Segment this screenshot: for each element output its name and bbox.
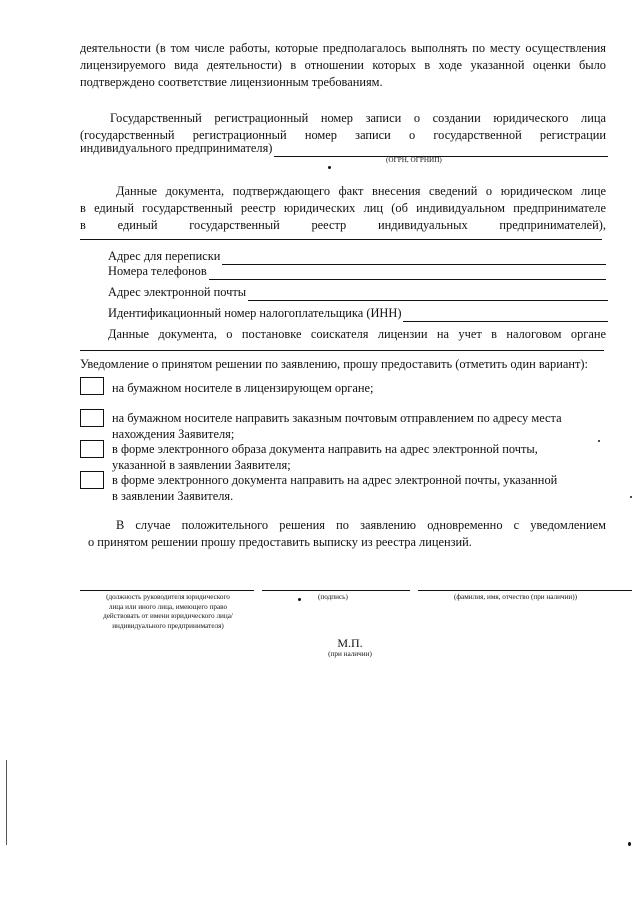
position-caption-line: действовать от имени юридического лица/ [103,612,233,620]
option-paper-mail-label-2: нахождения Заявителя; [112,427,235,441]
option-electronic-doc-label-1: в форме электронного документа направить на адрес электронной почты, указанной [112,473,558,487]
reg-number-line-2: (государственный регистрационный номер записи о государственной регистрации [80,128,606,142]
address-label: Адрес для переписки [108,249,221,263]
reg-number-line-1: Государственный регистрационный номер записи о создании юридического лица [110,111,606,125]
tax-doc-label: Данные документа, о постановке соискателя лицензии на учет в налоговом органе [108,327,606,341]
position-input-line[interactable] [80,590,254,591]
scan-dot [598,440,600,442]
name-input-line[interactable] [418,590,632,591]
phones-row [108,263,606,280]
scan-margin-line [6,760,7,845]
email-input-line[interactable] [248,288,608,301]
option-paper-mail-checkbox[interactable] [80,409,104,427]
email-label: Адрес электронной почты [108,285,247,299]
option-paper-mail-label-1: на бумажном носителе направить заказным почтовым отправлением по адресу места [112,411,562,425]
scan-dot [328,166,331,169]
reg-number-line-3 [80,140,608,157]
ogrn-caption: (ОГРН, ОГРНИП) [386,156,442,164]
phones-input-line[interactable] [209,267,606,280]
scan-dot [628,842,631,846]
option-electronic-image-checkbox[interactable] [80,440,104,458]
name-caption: (фамилия, имя, отчество (при наличии)) [454,593,578,601]
option-paper-office-label: на бумажном носителе в лицензирующем органе; [112,381,374,395]
option-electronic-image-label-2: указанной в заявлении Заявителя; [112,458,291,472]
inn-row [108,305,608,322]
scan-dot [630,496,632,498]
registry-doc-line-3: в единый государственный реестр индивидуальных предпринимателей), [80,218,606,232]
reg-number-label: индивидуального предпринимателя) [80,141,273,155]
option-electronic-image-label-1: в форме электронного образа документа направить на адрес электронной почты, [112,442,538,456]
inn-input-line[interactable] [403,309,608,322]
tax-doc-input-line[interactable] [80,350,604,351]
option-electronic-doc-label-2: в заявлении Заявителя. [112,489,234,503]
notification-heading: Уведомление о принятом решении по заявлению, прошу предоставить (отметить один вариант): [80,357,588,371]
inn-label: Идентификационный номер налогоплательщика (ИНН) [108,306,402,320]
position-caption-line: лица или иного лица, имеющего право [108,602,228,611]
stamp-caption: (при наличии) [328,650,372,658]
position-caption-line: индивидуального предпринимателя) [112,621,224,630]
registry-doc-line-2: в единый государственный реестр юридических лиц (об индивидуальном предпринимателе [80,201,606,215]
position-caption-line: (должность руководителя юридического [106,593,230,601]
phones-label: Номера телефонов [108,264,207,278]
intro-line-1: деятельности (в том числе работы, которые предполагалось выполнять по месту осуществления [80,41,606,55]
intro-line-2: лицензируемого вида деятельности) в отношении которых в ходе указанной оценки было [80,58,606,72]
position-caption [82,593,254,631]
option-electronic-doc-checkbox[interactable] [80,471,104,489]
option-paper-office-checkbox[interactable] [80,377,104,395]
registry-doc-line-1: Данные документа, подтверждающего факт внесения сведений о юридическом лице [116,184,606,198]
scan-dot [298,598,301,601]
positive-line-1: В случае положительного решения по заявлению одновременно с уведомлением [116,518,606,532]
signature-input-line[interactable] [262,590,410,591]
intro-line-3: подтверждено соответствие лицензионным требованиям. [80,75,383,89]
signature-caption: (подпись) [318,593,348,601]
stamp-label: М.П. [337,636,363,650]
email-row [108,284,608,301]
registry-doc-input-line[interactable] [80,239,602,240]
positive-line-2: о принятом решении прошу предоставить выписку из реестра лицензий. [88,535,472,549]
